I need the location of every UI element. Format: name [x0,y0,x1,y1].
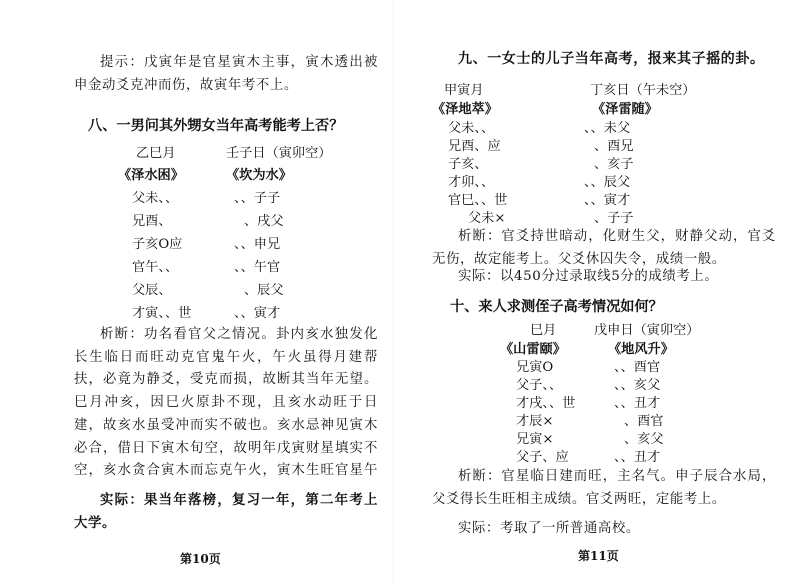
section-9-line-a: 兄酉、应 [448,139,501,154]
page-number-11: 第11页 [578,549,619,563]
section-10-line-b: 、酉官 [624,414,664,429]
section-10-heading: 十、来人求测侄子高考情况如何？ [450,299,663,315]
section-9-line-a: 父未、、 [448,121,495,136]
section-10-line-a: 兄寅O [516,360,554,375]
section-8-month: 乙巳月 [136,146,176,161]
section-9-heading: 九、一女士的儿子当年高考，报来其子摇的卦。 [458,51,765,67]
section-8-line-b: 、、寅才 [234,306,281,321]
section-9-hex-change: 《泽雷随》 [592,102,658,117]
section-8-line-b: 、辰父 [244,283,284,298]
section-9-line-b: 、子子 [594,211,634,226]
section-10-hex-main: 《山雷颐》 [500,342,566,357]
section-9-line-b: 、、未父 [584,121,631,136]
section-10-result: 实际：考取了一所普通高校。 [458,521,640,536]
section-8-line-a: 父未、、 [132,191,179,206]
section-9-line-a: 才卯、、 [448,175,495,190]
page-11 [398,0,793,584]
section-9-result: 实际：以450分过录取线5分的成绩考上。 [458,269,719,284]
section-9-line-b: 、酉兄 [594,139,634,154]
page-10 [0,0,392,584]
section-9-hex-main: 《泽地萃》 [432,102,498,117]
section-10-line-b: 、、亥父 [614,378,661,393]
section-8-analysis: 析断：功名看官父之情况。卦内亥水独发化长生临日而旺动克官鬼午火，午火虽得月建帮扶，必竟为静爻，受克而损，故断其当年无望。巳月冲亥，因巳火原卦不现，且亥水动旺于日建，故亥水虽受冲而实不破也。亥水忌神见寅木必合，借日下寅木旬空，故明年戊寅财星填实不空，亥水贪合寅木而忘克午火，寅木生旺官星午 [74,327,378,479]
section-8-line-a: 兄酉、 [132,214,172,229]
gutter [392,0,394,584]
section-8-line-b: 、戌父 [244,214,284,229]
section-8-line-b: 、、申兄 [234,237,281,252]
section-8-line-b: 、、子子 [234,191,281,206]
section-10-analysis: 析断：官星临日建而旺，主名气。申子辰合水局，父爻得长生旺相主成绩。官爻两旺，定能考上。 [432,469,776,507]
section-9-analysis: 析断：官爻持世暗动，化财生父，财静父动，官爻无伤，故定能考上。父爻休囚失令，成绩一般。 [432,229,776,267]
section-10-hex-change: 《地风升》 [608,342,674,357]
page-number-10: 第10页 [180,552,221,566]
section-8-hex-change: 《坎为水》 [226,168,292,183]
section-10-line-b: 、亥父 [624,432,664,447]
section-8-heading: 八、一男问其外甥女当年高考能考上否？ [88,118,344,134]
section-10-line-a: 父子、应 [516,450,569,465]
section-8-line-a: 父辰、 [132,283,172,298]
hint-paragraph: 提示：戊寅年是官星寅木主事，寅木透出被申金动爻克冲而伤，故寅年考不上。 [74,55,378,93]
section-9-line-a: 官巳、、世 [448,193,508,208]
section-8-line-b: 、、午官 [234,260,281,275]
section-10-day: 戊申日（寅卯空） [594,323,700,338]
section-9-day: 丁亥日（午未空） [590,83,696,98]
section-10-line-b: 、、丑才 [614,450,661,465]
section-10-line-a: 父子、、 [516,378,563,393]
section-8-line-a: 官午、、 [132,260,179,275]
section-10-line-a: 兄寅× [516,432,554,447]
section-10-line-a: 才戌、、世 [516,396,576,411]
section-8-result: 实际：果当年落榜，复习一年，第二年考上大学。 [74,492,378,531]
section-9-line-b: 、亥子 [594,157,634,172]
section-8-hex-main: 《泽水困》 [118,168,184,183]
section-10-line-b: 、、酉官 [614,360,661,375]
section-9-line-a: 子亥、 [448,157,488,172]
section-8-day: 壬子日（寅卯空） [226,146,332,161]
section-8-line-a: 子亥O应 [132,237,183,252]
section-9-line-b: 、、寅才 [584,193,631,208]
section-9-line-a: 父未× [468,211,506,226]
section-10-month: 巳月 [530,323,557,338]
section-9-month: 甲寅月 [444,83,484,98]
section-9-line-b: 、、辰父 [584,175,631,190]
section-10-line-a: 才辰× [516,414,554,429]
section-10-line-b: 、、丑才 [614,396,661,411]
section-8-line-a: 才寅、、世 [132,306,192,321]
